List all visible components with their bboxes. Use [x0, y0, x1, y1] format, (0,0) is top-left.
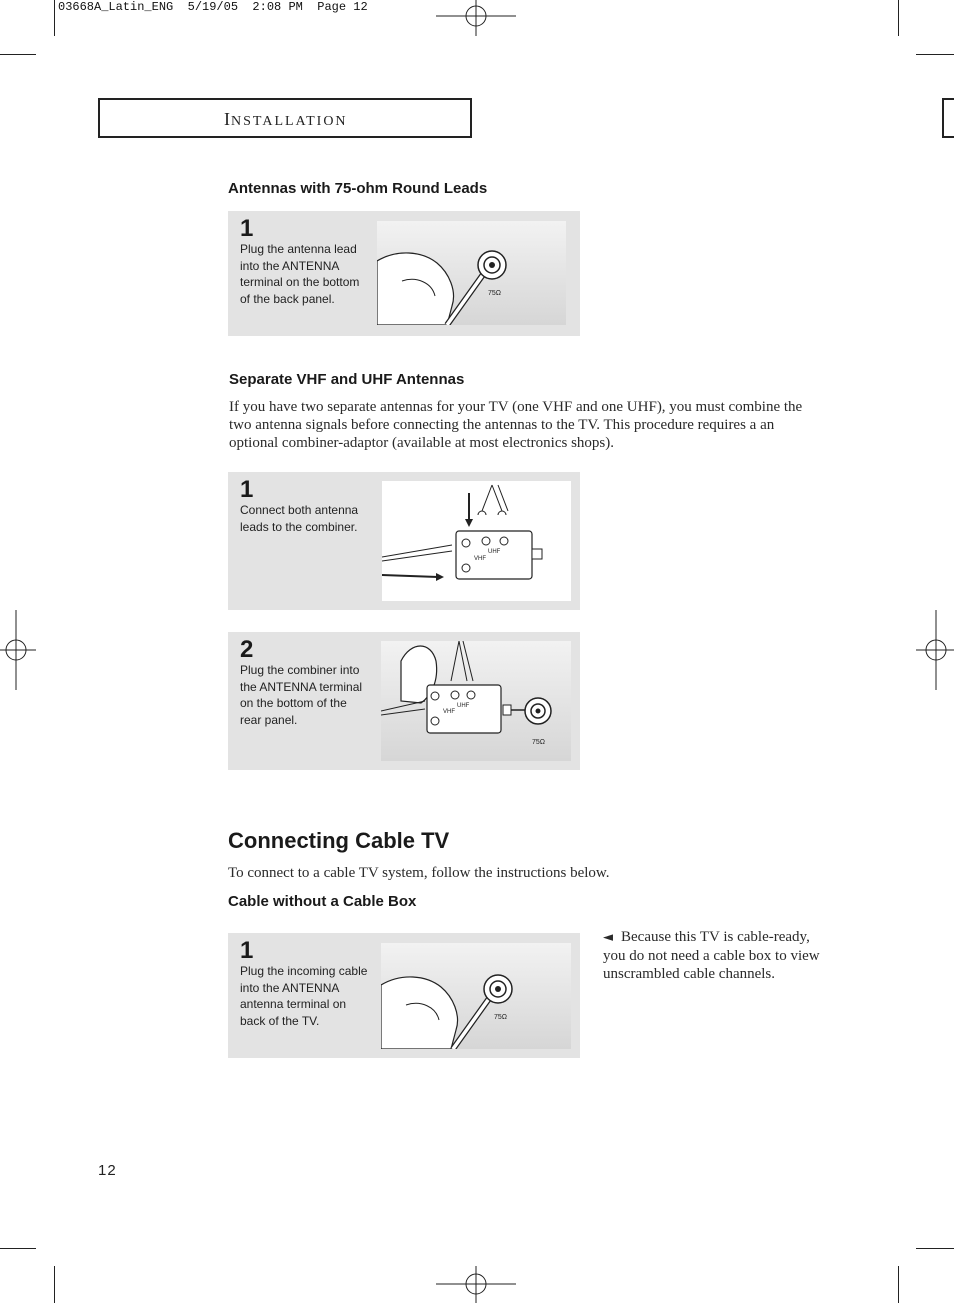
cable-without-box-heading: Cable without a Cable Box — [228, 893, 417, 910]
registration-mark-bottom — [436, 1266, 516, 1303]
separate-antennas-heading: Separate VHF and UHF Antennas — [229, 371, 465, 388]
note-arrow-icon: ◄ — [603, 930, 613, 945]
ohm-label: 75Ω — [532, 739, 546, 746]
registration-mark-right — [916, 610, 954, 690]
separate-antennas-paragraph: If you have two separate antennas for your TV (one VHF and one UHF), you must combine the two antenna signals before connecting the antennas to the TV. This procedure requires a an optional combiner-adaptor (available at most electronics shops). — [229, 399, 803, 451]
section-header — [98, 98, 472, 138]
page-tab — [942, 98, 954, 138]
cable-ready-note — [603, 928, 833, 983]
step-text: Plug the antenna lead into the ANTENNA terminal on the bottom of the back panel. — [240, 242, 360, 306]
uhf-label: UHF — [488, 549, 501, 555]
vhf-label: VHF — [443, 709, 455, 715]
step-number: 1 — [240, 215, 254, 242]
separate-step2-panel — [228, 632, 580, 770]
round-leads-heading: Antennas with 75-ohm Round Leads — [228, 180, 488, 197]
step-text: Plug the combiner into the ANTENNA terminal on the bottom of the rear panel. — [240, 663, 363, 727]
step-number: 1 — [240, 476, 254, 503]
combiner-illustration — [382, 481, 571, 601]
registration-mark-left — [0, 610, 36, 690]
combiner-to-tv-illustration — [381, 641, 571, 761]
ohm-label: 75Ω — [494, 1014, 508, 1021]
page-number: 12 — [98, 1162, 117, 1179]
cable-step1-panel — [228, 933, 580, 1058]
cable-tv-intro: To connect to a cable TV system, follow the instructions below. — [228, 865, 610, 881]
registration-mark-top — [436, 0, 516, 36]
step-number: 2 — [240, 636, 254, 663]
slug-line: 03668A_Latin_ENG 5/19/05 2:08 PM Page 12 — [58, 0, 368, 14]
round-leads-step1-panel — [228, 211, 580, 336]
round-lead-illustration — [377, 221, 566, 325]
separate-step1-panel — [228, 472, 580, 610]
step-text: Plug the incoming cable into the ANTENNA antenna terminal on back of the TV. — [240, 964, 368, 1028]
note-text: Because this TV is cable-ready, you do not need a cable box to view unscrambled cable channels. — [603, 929, 820, 982]
header-title: INSTALLATION — [224, 109, 348, 129]
step-text: Connect both antenna leads to the combiner. — [240, 503, 359, 534]
ohm-label: 75Ω — [488, 290, 502, 297]
cable-illustration — [381, 943, 571, 1049]
uhf-label: UHF — [457, 703, 470, 709]
step-number: 1 — [240, 937, 254, 964]
vhf-label: VHF — [474, 556, 486, 562]
cable-tv-title: Connecting Cable TV — [228, 828, 450, 853]
